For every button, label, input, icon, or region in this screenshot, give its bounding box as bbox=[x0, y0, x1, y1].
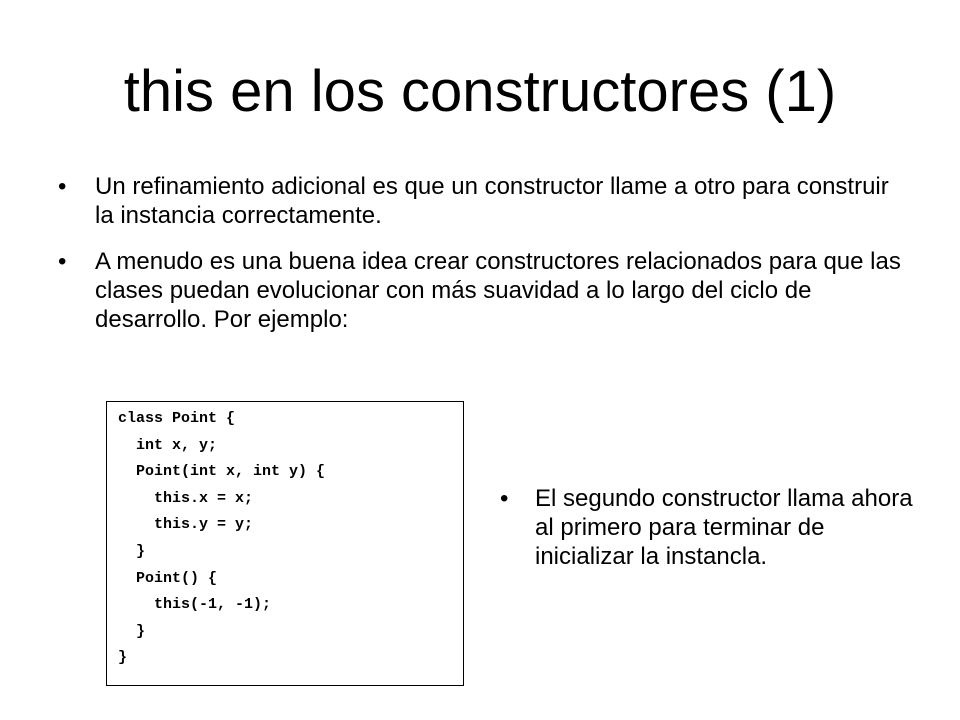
side-bullet-item bbox=[500, 484, 920, 571]
code-line: } bbox=[118, 649, 128, 667]
bullet-text: Un refinamiento adicional es que un constructor llame a otro para construir la instancia correctamente. bbox=[95, 173, 889, 229]
code-line: class Point { bbox=[118, 410, 236, 427]
bullet-text: A menudo es una buena idea crear constructores relacionados para que las clases puedan evolucionar con más suavidad a lo largo del ciclo de desarrollo. Por ejemplo: bbox=[95, 248, 901, 333]
code-line: this.y = y; bbox=[118, 516, 254, 534]
bullet-marker: • bbox=[58, 173, 67, 200]
side-bullet-list bbox=[500, 484, 920, 571]
code-line: } bbox=[118, 542, 146, 560]
bullet-item bbox=[58, 247, 908, 334]
bullet-item bbox=[58, 172, 908, 230]
code-line: int x, y; bbox=[118, 436, 218, 454]
code-line: Point(int x, int y) { bbox=[118, 463, 326, 481]
bullet-list bbox=[58, 172, 908, 351]
code-line: this.x = x; bbox=[118, 489, 254, 507]
slide-title: this en los constructores (1) bbox=[123, 59, 837, 124]
code-line: } bbox=[118, 622, 146, 640]
code-line: Point() { bbox=[118, 569, 218, 587]
code-line: this(-1, -1); bbox=[118, 596, 272, 614]
bullet-marker: • bbox=[58, 248, 67, 275]
bullet-marker: • bbox=[500, 485, 509, 512]
side-bullet-text: El segundo constructor llama ahora al primero para terminar de inicializar la instancla. bbox=[535, 485, 913, 570]
code-block bbox=[106, 401, 464, 686]
